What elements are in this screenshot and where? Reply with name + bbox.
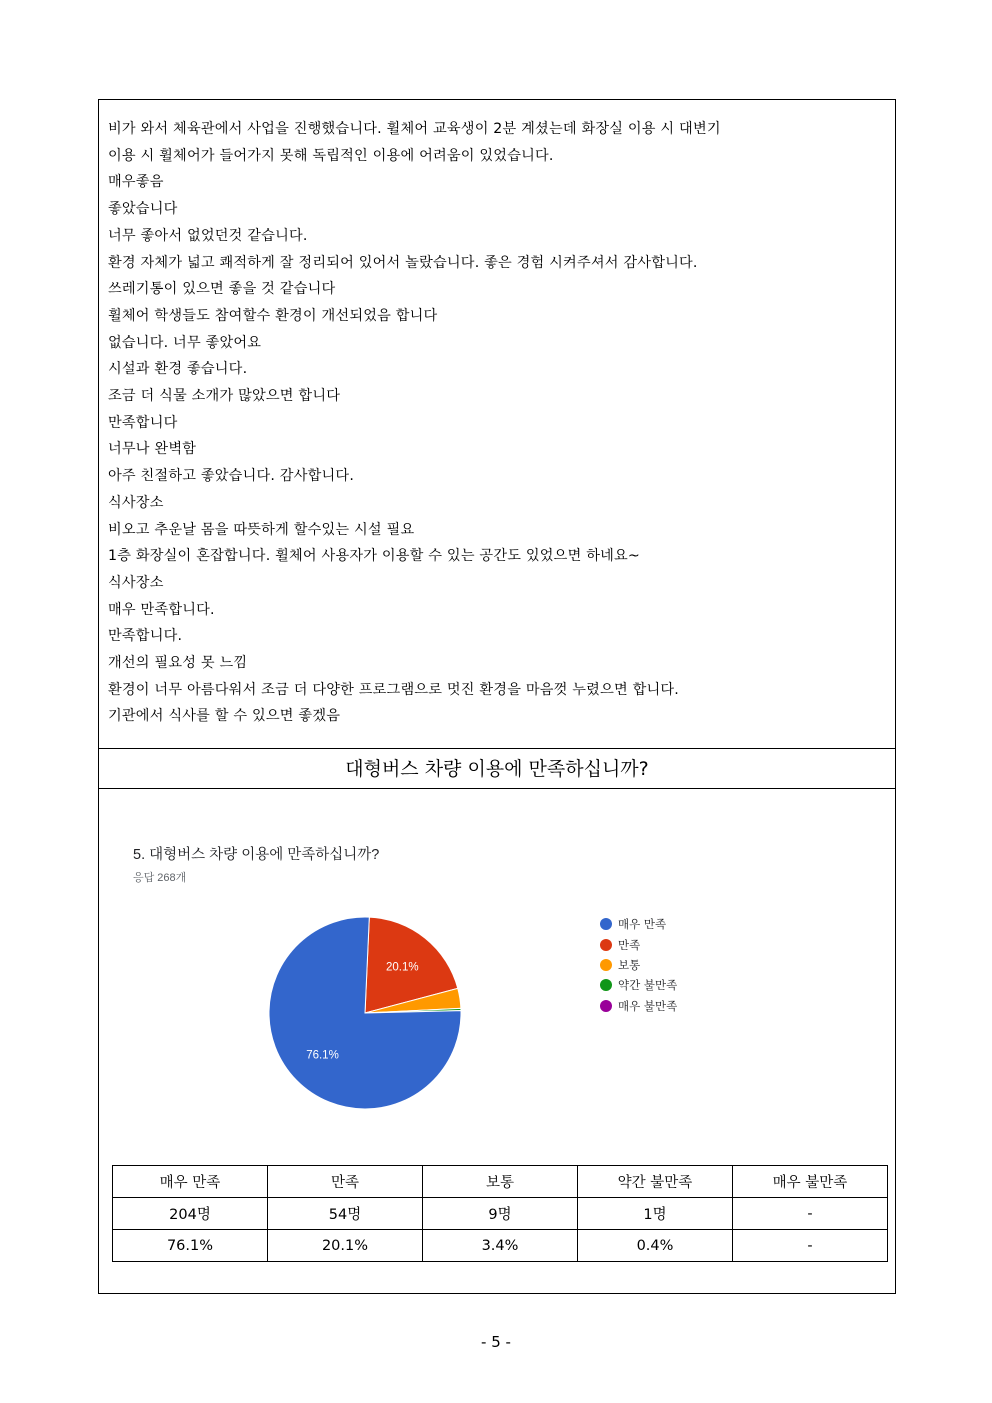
comment-line: 너무나 완벽함 (108, 441, 197, 458)
legend-item (600, 996, 677, 1016)
comment-line: 1층 화장실이 혼잡합니다. 휠체어 사용자가 이용할 수 있는 공간도 있었으면 하네요~ (108, 548, 640, 565)
comment-line: 식사장소 (108, 574, 164, 591)
comment-line: 환경이 너무 아름다워서 조금 더 다양한 프로그램으로 멋진 환경을 마음껏 누렸으면 합니다. (108, 681, 680, 698)
comment-line: 만족합니다. (108, 628, 183, 645)
legend-swatch (600, 918, 612, 930)
table-header-cell: 약간 불만족 (578, 1166, 733, 1198)
table-cell: 0.4% (578, 1230, 733, 1262)
table-header-cell: 매우 불만족 (733, 1166, 888, 1198)
comment-line: 없습니다. 너무 좋았어요 (108, 334, 262, 351)
table-cell: 1명 (578, 1198, 733, 1230)
legend-swatch (600, 1000, 612, 1012)
legend-label: 매우 만족 (618, 917, 667, 932)
comment-line: 식사장소 (108, 494, 164, 511)
comment-line: 휠체어 학생들도 참여할수 환경이 개선되었음 합니다 (108, 307, 438, 324)
pie-slice-label: 20.1% (386, 961, 419, 974)
table-cell: 54명 (268, 1198, 423, 1230)
comment-line: 시설과 환경 좋습니다. (108, 361, 248, 378)
comment-line: 너무 좋아서 없었던것 같습니다. (108, 227, 308, 244)
legend-item (600, 955, 677, 975)
comment-line: 이용 시 휠체어가 들어가지 못해 독립적인 이용에 어려움이 있었습니다. (108, 147, 554, 164)
section-divider-bottom (98, 788, 896, 789)
table-cell: - (733, 1230, 888, 1262)
table-cell: 3.4% (423, 1230, 578, 1262)
comment-line: 매우 만족합니다. (108, 601, 215, 618)
pie-chart (260, 908, 470, 1118)
section-divider-top (98, 748, 896, 749)
table-cell: 20.1% (268, 1230, 423, 1262)
comment-line: 매우좋음 (108, 174, 164, 191)
table-header-cell: 매우 만족 (113, 1166, 268, 1198)
legend-swatch (600, 939, 612, 951)
pie-slice-label: 76.1% (306, 1049, 339, 1062)
table-row-counts (113, 1198, 888, 1230)
comment-line: 개선의 필요성 못 느낌 (108, 655, 248, 672)
table-header-row (113, 1166, 888, 1198)
comment-line: 쓰레기통이 있으면 좋을 것 같습니다 (108, 281, 336, 298)
chart-legend (600, 914, 677, 1016)
comment-line: 환경 자체가 넓고 쾌적하게 잘 정리되어 있어서 놀랐습니다. 좋은 경험 시켜주셔서 감사합니다. (108, 254, 698, 271)
table-cell: - (733, 1198, 888, 1230)
table-cell: 9명 (423, 1198, 578, 1230)
comment-line: 만족합니다 (108, 414, 178, 431)
legend-label: 보통 (618, 957, 641, 972)
legend-label: 매우 불만족 (618, 998, 678, 1013)
comment-line: 비오고 추운날 몸을 따뜻하게 할수있는 시설 필요 (108, 521, 415, 538)
legend-item (600, 934, 677, 954)
table-cell: 76.1% (113, 1230, 268, 1262)
legend-swatch (600, 979, 612, 991)
stats-table (112, 1165, 888, 1262)
comment-line: 기관에서 식사를 할 수 있으면 좋겠음 (108, 708, 341, 725)
comment-line: 조금 더 식물 소개가 많았으면 합니다 (108, 388, 341, 405)
legend-label: 만족 (618, 937, 641, 952)
comment-line: 비가 와서 체육관에서 사업을 진행했습니다. 휠체어 교육생이 2분 계셨는데 화장실 이용 시 대변기 (108, 121, 721, 137)
chart-title: 5. 대형버스 차량 이용에 만족하십니까? (133, 847, 380, 863)
section-title: 대형버스 차량 이용에 만족하십니까? (345, 758, 649, 780)
table-header-cell: 만족 (268, 1166, 423, 1198)
table-header-cell: 보통 (423, 1166, 578, 1198)
comment-line: 아주 친절하고 좋았습니다. 감사합니다. (108, 468, 355, 485)
legend-swatch (600, 959, 612, 971)
table-row-percents (113, 1230, 888, 1262)
comment-line: 좋았습니다 (108, 201, 178, 218)
comment-list (108, 116, 893, 730)
chart-response-count: 응답 268개 (133, 872, 187, 884)
table-cell: 204명 (113, 1198, 268, 1230)
page-number: - 5 - (481, 1333, 511, 1351)
legend-item (600, 975, 677, 995)
legend-label: 약간 불만족 (618, 978, 678, 993)
legend-item (600, 914, 677, 934)
